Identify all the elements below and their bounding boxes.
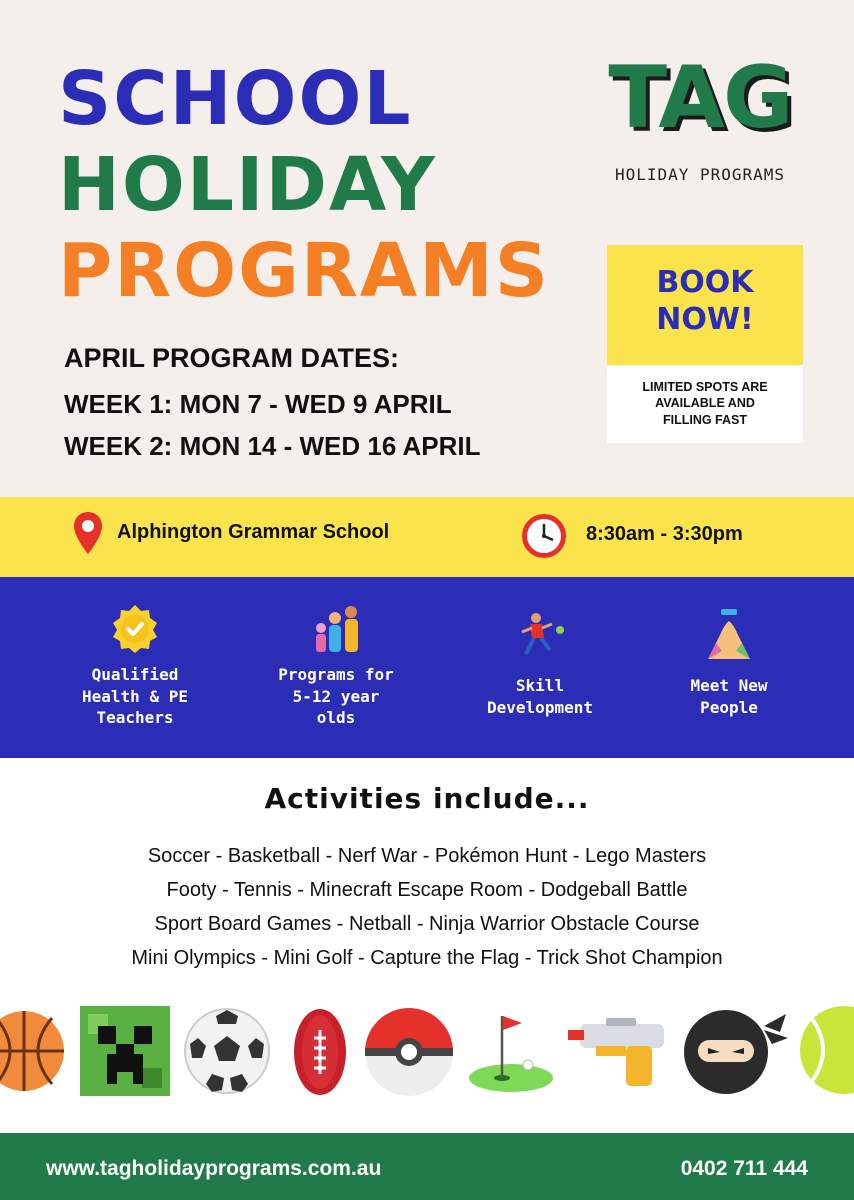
activities-line: Footy - Tennis - Minecraft Escape Room - Dodgeball Battle	[166, 879, 688, 901]
activities-heading: Activities include...	[264, 782, 590, 815]
activities-line: Soccer - Basketball - Nerf War - Pokémon Hunt - Lego Masters	[147, 845, 707, 867]
date-week-2: WEEK 2: MON 14 - WED 16 APRIL	[64, 431, 481, 461]
high-five-icon	[702, 607, 756, 665]
title-holiday: HOLIDAY	[58, 142, 437, 228]
date-week-1: WEEK 1: MON 7 - WED 9 APRIL	[64, 389, 452, 419]
book-now-label: BOOK NOW!	[656, 265, 754, 337]
limited-spots-text: LIMITED SPOTS ARE AVAILABLE AND FILLING FAST	[642, 380, 768, 427]
mini-golf-icon	[466, 1010, 556, 1096]
logo-mark: TAG	[608, 48, 792, 148]
map-pin-icon	[72, 510, 104, 558]
ninja-icon	[680, 1004, 792, 1096]
limited-spots-note	[607, 365, 803, 443]
book-now-button[interactable]	[607, 245, 803, 365]
nerf-gun-icon	[566, 1016, 670, 1092]
title-programs: PROGRAMS	[58, 228, 551, 314]
tennis-ball-icon	[796, 1004, 854, 1096]
creeper-icon	[80, 1006, 170, 1096]
badge-check-icon	[109, 603, 161, 655]
feature-skill-development: Skill Development	[487, 676, 593, 717]
time-text: 8:30am - 3:30pm	[586, 523, 743, 545]
soccer-ball-icon	[182, 1006, 272, 1096]
feature-qualified-teachers: Qualified Health & PE Teachers	[82, 665, 188, 728]
family-icon	[311, 602, 363, 654]
activities-line: Sport Board Games - Netball - Ninja Warrior Obstacle Course	[154, 913, 700, 935]
tag-logo	[590, 48, 810, 195]
feature-age-range: Programs for 5-12 year olds	[278, 665, 394, 728]
soccer-player-icon	[514, 610, 566, 662]
website-link[interactable]: www.tagholidayprograms.com.au	[46, 1157, 382, 1180]
dates-heading: APRIL PROGRAM DATES:	[64, 343, 400, 373]
activities-line: Mini Olympics - Mini Golf - Capture the Flag - Trick Shot Champion	[131, 947, 723, 969]
feature-meet-people: Meet New People	[690, 676, 768, 717]
location-text: Alphington Grammar School	[117, 521, 390, 543]
logo-subtitle: HOLIDAY PROGRAMS	[614, 165, 786, 184]
football-icon	[290, 1006, 350, 1098]
clock-icon	[520, 512, 568, 560]
basketball-icon	[0, 1008, 68, 1094]
phone-number[interactable]: 0402 711 444	[680, 1157, 808, 1180]
pokeball-icon	[363, 1006, 455, 1098]
title-school: SCHOOL	[58, 56, 413, 142]
